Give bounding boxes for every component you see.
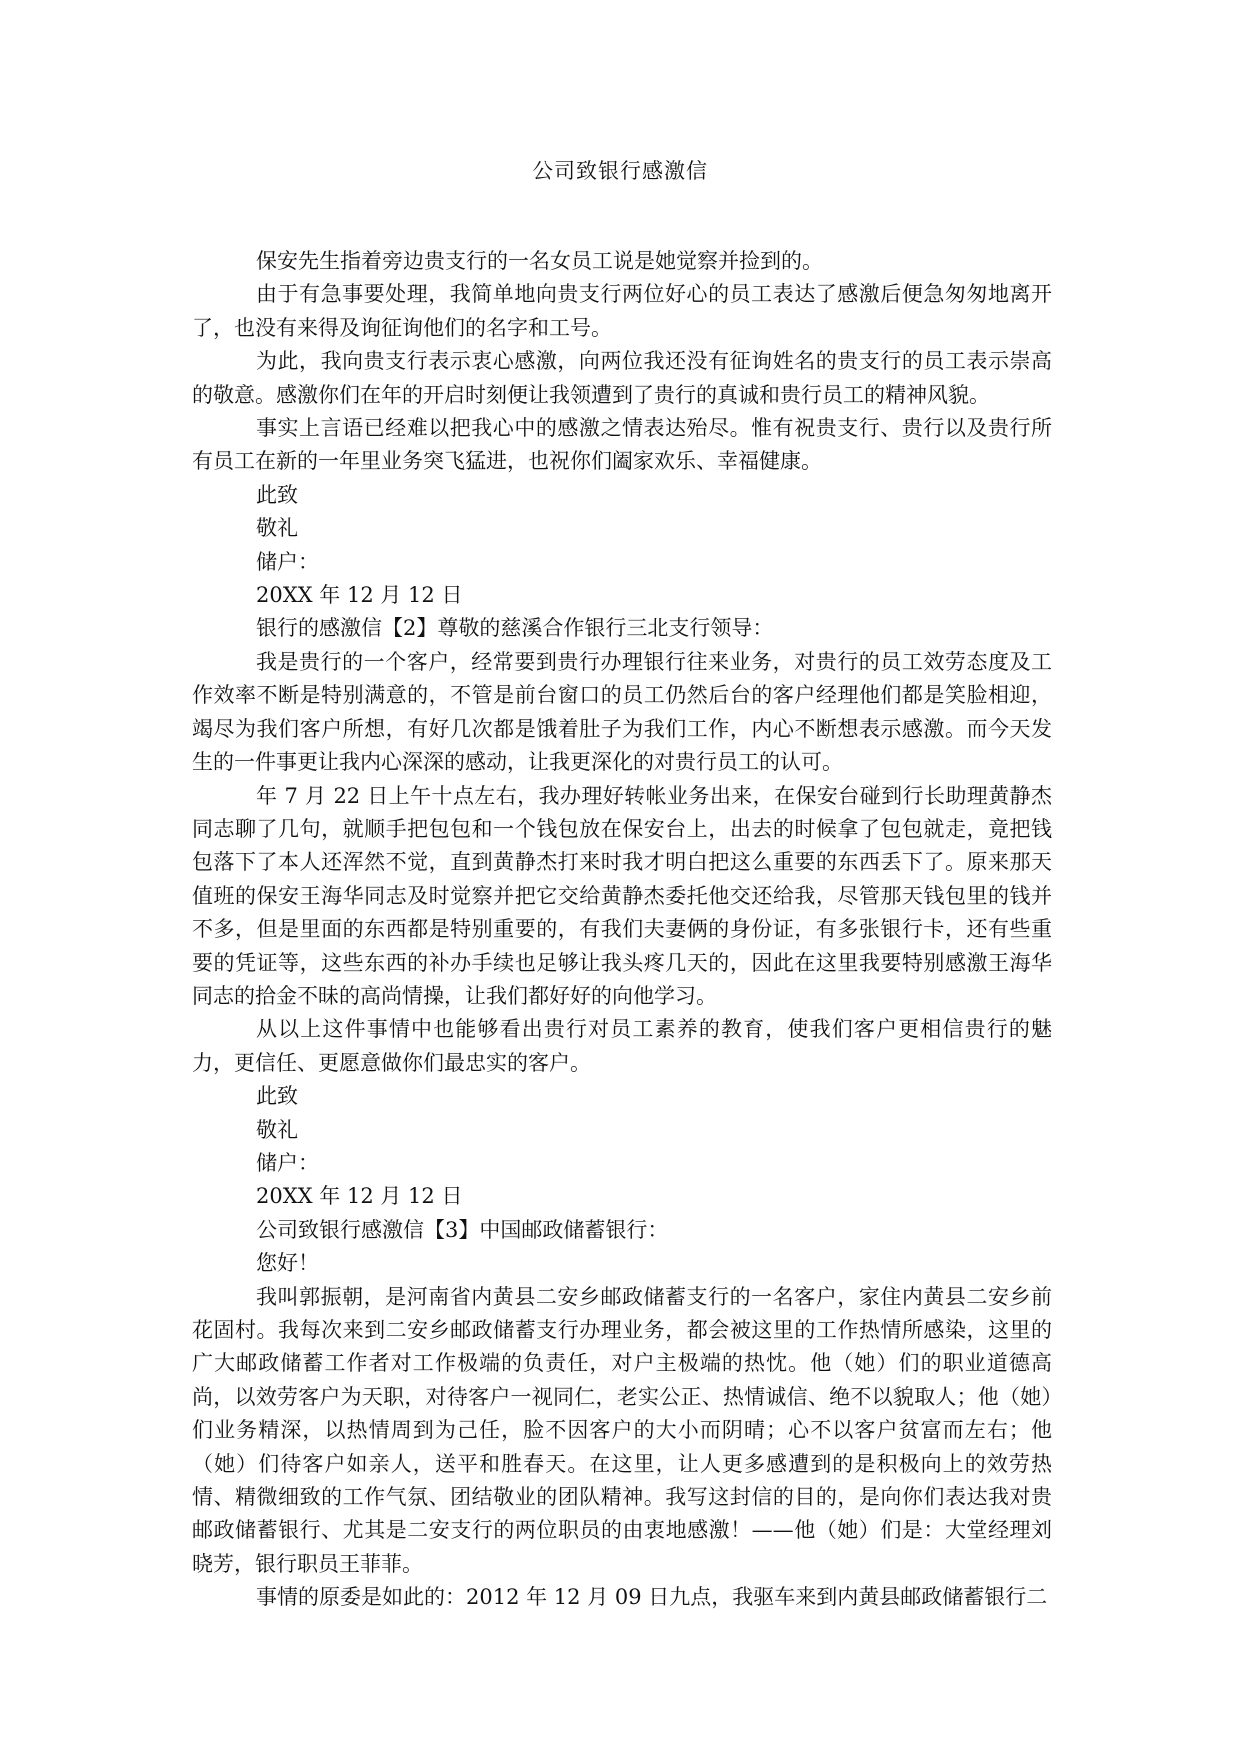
paragraph: 由于有急事要处理，我简单地向贵支行两位好心的员工表达了感激后便急匆匆地离开了，也没有来得及询征询他们的名字和工号。 xyxy=(192,282,1052,340)
paragraph: 保安先生指着旁边贵支行的一名女员工说是她觉察并捡到的。 xyxy=(256,249,823,273)
date-line: 20XX 年 12 月 12 日 xyxy=(256,1184,463,1209)
paragraph: 事情的原委是如此的：2012 年 12 月 09 日九点，我驱车来到内黄县邮政储蓄银行二 xyxy=(256,1585,1048,1610)
paragraph: 事实上言语已经难以把我心中的感激之情表达殆尽。惟有祝贵支行、贵行以及贵行所有员工在新的一年里业务突飞猛进，也祝你们阖家欢乐、幸福健康。 xyxy=(192,416,1052,474)
signature-line: 储户： xyxy=(256,549,319,574)
document-title: 公司致银行感激信 xyxy=(532,159,708,183)
closing-regards: 敬礼 xyxy=(256,516,298,541)
signature-line: 储户： xyxy=(256,1150,319,1175)
section-heading: 银行的感激信【2】尊敬的慈溪合作银行三北支行领导： xyxy=(256,616,774,641)
paragraph: 我是贵行的一个客户，经常要到贵行办理银行往来业务，对贵行的员工效劳态度及工作效率不断是特别满意的，不管是前台窗口的员工仍然后台的客户经理他们都是笑脸相迎，竭尽为我们客户所想，有好几次都是饿着肚子为我们工作，内心不断想表示感激。而今天发生的一件事更让我内心深深的感动，让我更深化的对贵行员工的认可。 xyxy=(192,649,1052,775)
section-heading: 公司致银行感激信【3】中国邮政储蓄银行： xyxy=(256,1217,669,1242)
paragraph: 从以上这件事情中也能够看出贵行对员工素养的教育，使我们客户更相信贵行的魅力，更信任、更愿意做你们最忠实的客户。 xyxy=(192,1017,1052,1075)
paragraph: 我叫郭振朝，是河南省内黄县二安乡邮政储蓄支行的一名客户，家住内黄县二安乡前花固村。我每次来到二安乡邮政储蓄支行办理业务，都会被这里的工作热情所感染，这里的广大邮政储蓄工作者对工作极端的负责任，对户主极端的热忱。他（她）们的职业道德高尚，以效劳客户为天职，对待客户一视同仁，老实公正、热情诚信、绝不以貌取人；他（她）们业务精深，以热情周到为己任，脸不因客户的大小而阴晴；心不以客户贫富而左右；他（她）们待客户如亲人，送平和胜春天。在这里，让人更多感遭到的是积极向上的效劳热情、精微细致的工作气氛、团结敬业的团队精神。我写这封信的目的，是向你们表达我对贵邮政储蓄银行、尤其是二安支行的两位职员的由衷地感激！——他（她）们是：大堂经理刘晓芳，银行职员王菲菲。 xyxy=(192,1284,1052,1576)
date-line: 20XX 年 12 月 12 日 xyxy=(256,583,463,608)
greeting: 您好！ xyxy=(256,1251,319,1276)
paragraph: 为此，我向贵支行表示衷心感激，向两位我还没有征询姓名的贵支行的员工表示崇高的敬意。感激你们在年的开启时刻便让我领遭到了贵行的真诚和贵行员工的精神风貌。 xyxy=(192,349,1052,407)
closing-regards: 敬礼 xyxy=(256,1117,298,1142)
closing-salutation: 此致 xyxy=(256,1084,298,1109)
closing-salutation: 此致 xyxy=(256,482,298,507)
document-body xyxy=(192,245,1052,1615)
paragraph: 年 7 月 22 日上午十点左右，我办理好转帐业务出来，在保安台碰到行长助理黄静杰同志聊了几句，就顺手把包包和一个钱包放在保安台上，出去的时候拿了包包就走，竟把钱包落下了本人还浑然不觉，直到黄静杰打来时我才明白把这么重要的东西丢下了。原来那天值班的保安王海华同志及时觉察并把它交给黄静杰委托他交还给我，尽管那天钱包里的钱并不多，但是里面的东西都是特别重要的，有我们夫妻俩的身份证，有多张银行卡，还有些重要的凭证等，这些东西的补办手续也足够让我头疼几天的，因此在这里我要特别感激王海华同志的拾金不昧的高尚情操，让我们都好好的向他学习。 xyxy=(192,783,1052,1008)
